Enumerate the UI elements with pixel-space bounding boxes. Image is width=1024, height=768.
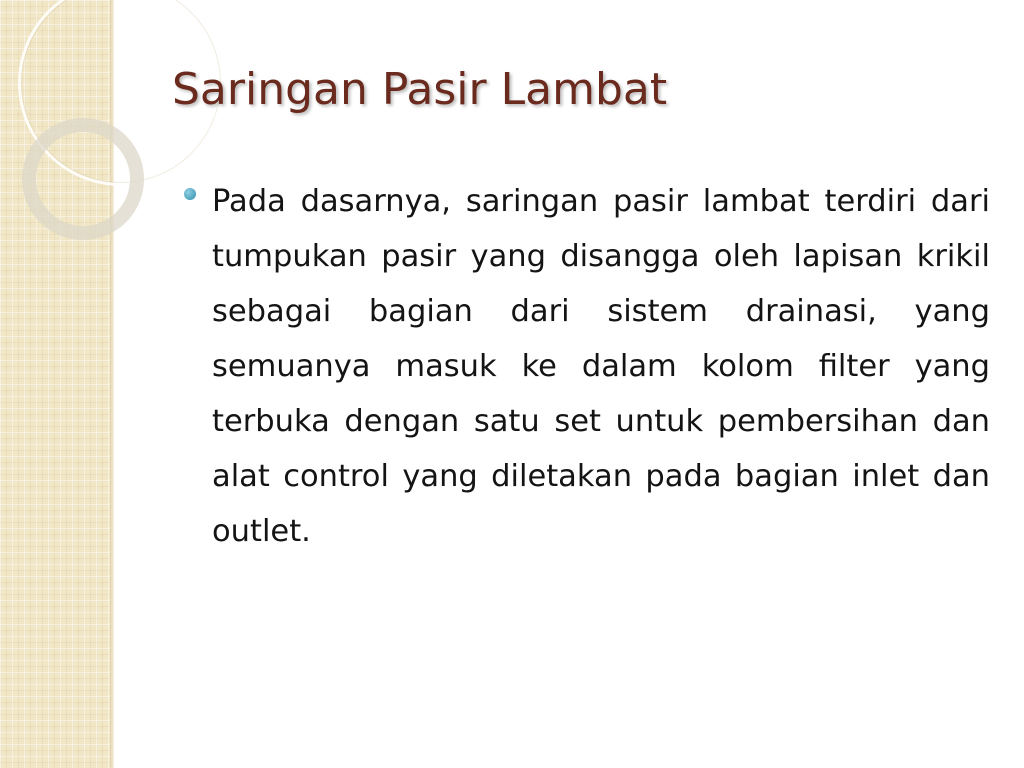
slide-title: Saringan Pasir Lambat <box>172 64 668 115</box>
slide-body <box>184 174 990 559</box>
bullet-text: Pada dasarnya, saringan pasir lambat terdiri dari tumpukan pasir yang disangga oleh lapisan krikil sebagai bagian dari sistem drainasi, yang semuanya masuk ke dalam kolom filter yang terbuka dengan satu set untuk pembersihan dan alat control yang diletakan pada bagian inlet dan outlet. <box>212 184 990 549</box>
bullet-item <box>184 174 990 559</box>
bullet-dot-icon <box>184 188 196 200</box>
side-band-edge <box>110 0 114 768</box>
decorative-side-band <box>0 0 110 768</box>
